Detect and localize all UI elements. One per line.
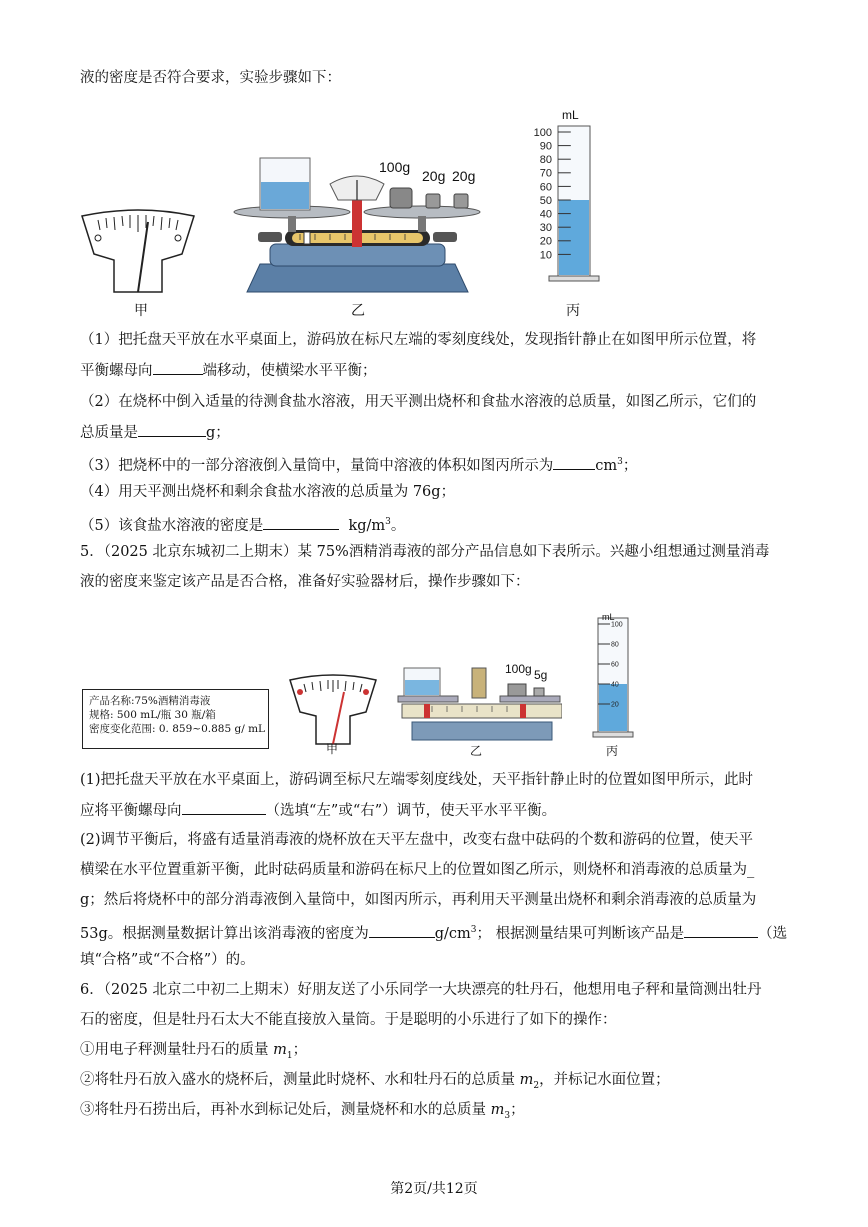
text-span: g/cm xyxy=(434,925,471,942)
text-span: ，并标记水面位置； xyxy=(539,1072,670,1088)
cylinder-tick-label: 40 xyxy=(611,681,619,689)
answer-blank[interactable] xyxy=(553,455,595,470)
text-span: （选 xyxy=(758,925,788,942)
text-span: 平衡螺母向 xyxy=(80,363,153,379)
text-line xyxy=(80,422,230,443)
text-span: 。 xyxy=(390,517,406,534)
cylinder-base xyxy=(549,276,599,281)
cylinder-tick-label: 40 xyxy=(539,208,552,221)
balance-figure-yi xyxy=(230,152,485,300)
variable: m xyxy=(519,1072,534,1088)
answer-blank[interactable] xyxy=(182,800,266,815)
text-line: 石的密度，但是牡丹石太大不能直接放入量筒。于是聪明的小乐进行了如下的操作： xyxy=(80,1012,617,1028)
cylinder-tick-label: 30 xyxy=(539,222,552,235)
text-span: ③将牡丹石捞出后，再补水到标记处后，测量烧杯和水的总质量 xyxy=(80,1102,491,1118)
cylinder-tick-label: 100 xyxy=(533,126,552,139)
product-info-box xyxy=(82,689,269,749)
weight-label-20g: 20g xyxy=(452,168,476,184)
text-line xyxy=(80,800,556,821)
text-line: （1）把托盘天平放在水平桌面上，游码放在标尺左端的零刻度线处，发现指针静止在如图甲所示位置，将 xyxy=(80,332,757,348)
cylinder-unit-label: mL xyxy=(562,108,579,122)
text-span: 总质量是 xyxy=(80,425,138,441)
subscript: 1 xyxy=(286,1050,293,1061)
text-line: （2）在烧杯中倒入适量的待测食盐水溶液，用天平测出烧杯和食盐水溶液的总质量，如图乙所示，它们的 xyxy=(80,394,757,410)
cylinder-tick-label: 90 xyxy=(539,140,552,153)
cylinder-liquid xyxy=(559,200,589,275)
graduated-cylinder-figure-bing xyxy=(522,96,602,296)
cylinder-tick-label: 50 xyxy=(539,194,552,207)
caption-yi: 乙 xyxy=(470,744,483,758)
caption-yi: 乙 xyxy=(351,303,365,319)
text-span: ； xyxy=(292,1042,308,1058)
superscript: 3 xyxy=(385,517,391,527)
text-line xyxy=(80,1100,525,1126)
cylinder-tick-label: 80 xyxy=(539,154,552,167)
cylinder-tick-label: 100 xyxy=(611,621,623,629)
caption-bing: 丙 xyxy=(606,744,619,758)
caption-bing: 丙 xyxy=(566,303,580,319)
text-span: ； 根据测量结果可判断该产品是 xyxy=(476,925,685,942)
text-span: kg/m xyxy=(348,517,386,534)
text-span: ； xyxy=(510,1102,525,1118)
text-line xyxy=(80,1040,307,1066)
weight-label-20g: 20g xyxy=(422,168,446,184)
text-line xyxy=(80,512,405,536)
subscript: 2 xyxy=(533,1080,540,1091)
pointer-dial-figure-jia xyxy=(286,674,380,746)
pointer-dial-figure-jia xyxy=(78,208,198,296)
text-line: g；然后将烧杯中的部分消毒液倒入量筒中，如图丙所示，再利用天平测量出烧杯和剩余消毒液的总质量为 xyxy=(80,892,757,908)
superscript: 3 xyxy=(617,457,623,467)
text-line: 5．（2025 北京东城初二上期末）某 75%酒精消毒液的部分产品信息如下表所示。兴趣小组想通过测量消毒 xyxy=(80,544,770,560)
product-info-line: 产品名称:75%酒精消毒液 xyxy=(89,695,211,707)
cylinder-tick-label: 60 xyxy=(539,181,552,194)
text-line xyxy=(80,920,787,944)
cylinder-tick-label: 80 xyxy=(611,641,619,649)
caption-jia: 甲 xyxy=(134,303,148,319)
text-span: ②将牡丹石放入盛水的烧杯后，测量此时烧杯、水和牡丹石的总质量 xyxy=(80,1072,520,1088)
subscript: 3 xyxy=(504,1110,511,1121)
answer-blank[interactable] xyxy=(138,422,206,437)
text-span: 端移动，使横梁水平平衡； xyxy=(202,363,377,379)
weight-label-100g: 100g xyxy=(505,662,532,676)
cylinder-tick-label: 20 xyxy=(611,701,619,709)
text-line xyxy=(80,1070,670,1096)
answer-blank[interactable] xyxy=(369,923,435,938)
page-footer: 第2页/共12页 xyxy=(390,1181,478,1197)
text-line: (1)把托盘天平放在水平桌面上，游码调至标尺左端零刻度线处，天平指针静止时的位置如图甲所示，此时 xyxy=(80,772,754,788)
text-span: （选填“左”或“右”）调节，使天平水平平衡。 xyxy=(265,803,557,819)
text-line: 填“合格”或“不合格”）的。 xyxy=(80,952,255,968)
text-line: 液的密度是否符合要求，实验步骤如下： xyxy=(80,70,341,86)
cylinder-tick-label: 20 xyxy=(539,235,552,248)
text-line: 6．（2025 北京二中初二上期末）好朋友送了小乐同学一大块漂亮的牡丹石，他想用电子秤和量筒测出牡丹 xyxy=(80,982,762,998)
text-line: （4）用天平测出烧杯和剩余食盐水溶液的总质量为 76g； xyxy=(80,484,456,500)
text-span: （5）该食盐水溶液的密度是 xyxy=(80,517,264,534)
variable: m xyxy=(273,1042,287,1058)
text-span: 应将平衡螺母向 xyxy=(80,803,182,819)
answer-blank[interactable] xyxy=(153,360,203,375)
cylinder-base xyxy=(593,732,633,737)
text-line xyxy=(80,452,637,476)
text-line xyxy=(80,360,377,381)
text-span: ； xyxy=(622,457,638,474)
text-span: g； xyxy=(206,425,230,441)
text-line: 液的密度来鉴定该产品是否合格，准备好实验器材后，操作步骤如下： xyxy=(80,574,530,590)
superscript: 3 xyxy=(470,925,477,935)
answer-blank[interactable] xyxy=(684,923,758,938)
weight-label-100g: 100g xyxy=(379,159,411,175)
text-span: （3）把烧杯中的一部分溶液倒入量筒中，量筒中溶液的体积如图丙所示为 xyxy=(80,457,554,474)
cylinder-tick-label: 10 xyxy=(539,249,552,262)
product-info-line: 密度变化范围: 0. 859~0.885 g/ mL xyxy=(89,723,265,735)
text-span: ①用电子秤测量牡丹石的质量 xyxy=(80,1042,274,1058)
cylinder-unit-label: mL xyxy=(602,612,615,622)
answer-blank[interactable] xyxy=(263,515,339,530)
caption-jia: 甲 xyxy=(326,742,339,756)
text-span: 53g。根据测量数据计算出该消毒液的密度为 xyxy=(80,925,369,942)
variable: m xyxy=(490,1102,505,1118)
cylinder-tick-label: 70 xyxy=(539,167,552,180)
product-info-line: 规格: 500 mL/瓶 30 瓶/箱 xyxy=(89,709,216,721)
text-line: 横梁在水平位置重新平衡，此时砝码质量和游码在标尺上的位置如图乙所示，则烧杯和消毒液的总质量为_ xyxy=(80,862,755,878)
text-span: cm xyxy=(595,457,618,474)
weight-label-5g: 5g xyxy=(534,668,548,682)
text-line: (2)调节平衡后，将盛有适量消毒液的烧杯放在天平左盘中，改变右盘中砝码的个数和游码的位置，使天平 xyxy=(80,832,754,848)
cylinder-tick-label: 60 xyxy=(611,661,619,669)
